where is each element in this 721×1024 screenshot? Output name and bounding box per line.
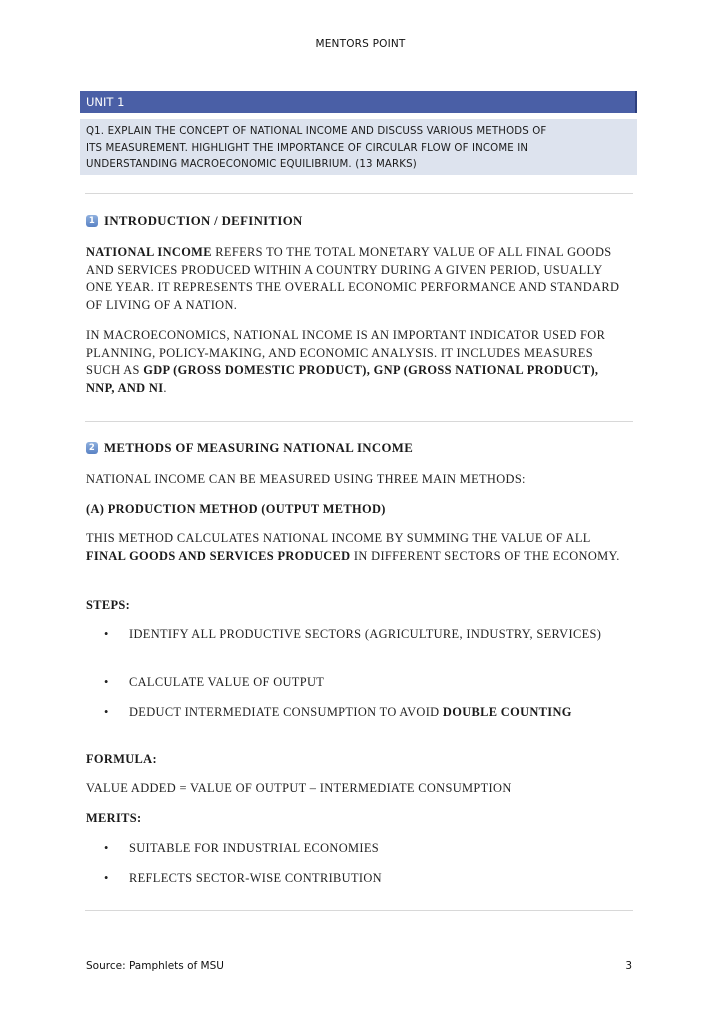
divider [85, 421, 633, 422]
footer-source: Source: Pamphlets of MSU [86, 960, 224, 972]
list-item-text [129, 704, 624, 722]
question-line-2: ITS MEASUREMENT. HIGHLIGHT THE IMPORTANCE OF CIRCULAR FLOW OF INCOME IN [86, 142, 529, 154]
page-number: 3 [625, 960, 632, 972]
number-two-icon: 2 [86, 442, 98, 454]
list-item-text-start: DEDUCT INTERMEDIATE CONSUMPTION TO AVOID [129, 705, 443, 719]
section-title: INTRODUCTION / DEFINITION [104, 214, 303, 228]
divider [85, 193, 633, 194]
paragraph-definition [86, 244, 626, 314]
steps-label: STEPS: [86, 598, 131, 612]
paragraph-text: REFERS TO THE TOTAL MONETARY VALUE OF ALL FINAL GOODS AND SERVICES PRODUCED WITHIN A COUNTRY DURING A GIVEN PERIOD, USUALLY ONE YEAR. IT REPRESENTS THE OVERALL ECONOMIC PERFORMANCE AND STANDARD OF LIVING OF A NATION. [86, 245, 620, 312]
paragraph-end: . [163, 380, 167, 395]
number-one-icon: 1 [86, 215, 98, 227]
list-item-text: CALCULATE VALUE OF OUTPUT [129, 675, 325, 689]
divider [85, 910, 633, 911]
bold-measures: GDP (GROSS DOMESTIC PRODUCT), GNP (GROSS NATIONAL PRODUCT), NNP, AND NI [86, 363, 599, 395]
paragraph-text: THIS METHOD CALCULATES NATIONAL INCOME BY SUMMING THE VALUE OF ALL [86, 531, 591, 545]
paragraph-text: IN MACROECONOMICS, NATIONAL INCOME IS AN IMPORTANT INDICATOR USED FOR PLANNING, POLICY-MAKING, AND ECONOMIC ANALYSIS. IT INCLUDES MEASURES SUCH AS [86, 328, 606, 377]
question-line-3: UNDERSTANDING MACROECONOMIC EQUILIBRIUM. (13 MARKS) [86, 159, 417, 170]
list-item-text: REFLECTS SECTOR-WISE CONTRIBUTION [129, 871, 382, 885]
bold-phrase: DOUBLE COUNTING [442, 705, 572, 719]
section-title: METHODS OF MEASURING NATIONAL INCOME [104, 441, 414, 455]
unit-heading: UNIT 1 [80, 91, 637, 113]
bullet-icon: • [104, 627, 109, 641]
bullet-icon: • [104, 871, 109, 885]
method-a-title: (A) PRODUCTION METHOD (OUTPUT METHOD) [86, 502, 386, 516]
question-line-1: Q1. EXPLAIN THE CONCEPT OF NATIONAL INCOME AND DISCUSS VARIOUS METHODS OF [86, 126, 547, 137]
list-item-text: IDENTIFY ALL PRODUCTIVE SECTORS (AGRICULTURE, INDUSTRY, SERVICES) [129, 627, 602, 641]
bold-phrase: FINAL GOODS AND SERVICES PRODUCED [86, 548, 351, 563]
formula-text: VALUE ADDED = VALUE OF OUTPUT – INTERMEDIATE CONSUMPTION [86, 781, 512, 795]
bullet-icon: • [104, 675, 109, 689]
paragraph-macroeconomics [86, 327, 626, 397]
question-box [80, 119, 637, 175]
bold-term: NATIONAL INCOME [86, 245, 212, 259]
list-item-text: SUITABLE FOR INDUSTRIAL ECONOMIES [129, 841, 379, 855]
paragraph-text: IN DIFFERENT SECTORS OF THE ECONOMY. [350, 548, 620, 563]
page-header: MENTORS POINT [315, 38, 406, 50]
bullet-icon: • [104, 705, 109, 719]
bullet-icon: • [104, 841, 109, 855]
merits-label: MERITS: [86, 811, 142, 825]
section-heading-methods [86, 439, 413, 457]
paragraph-production-method [86, 530, 626, 565]
section-heading-introduction [86, 212, 303, 230]
formula-label: FORMULA: [86, 752, 157, 766]
paragraph-methods-intro: NATIONAL INCOME CAN BE MEASURED USING THREE MAIN METHODS: [86, 472, 526, 486]
